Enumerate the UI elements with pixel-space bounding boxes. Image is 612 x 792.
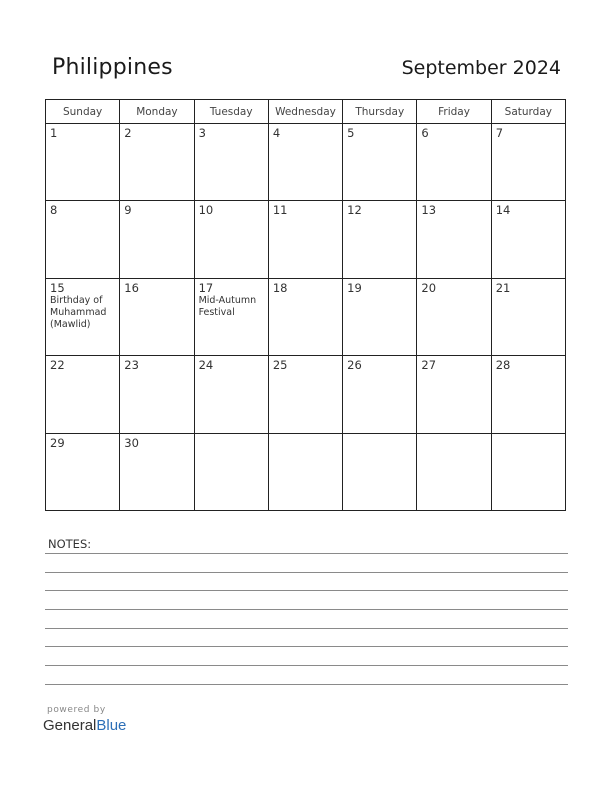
day-cell [417, 278, 491, 355]
day-cell [46, 124, 120, 201]
day-cell [120, 278, 194, 355]
weekday-wednesday: Wednesday [268, 100, 342, 124]
day-cell [194, 201, 268, 278]
day-number: 17 [198, 280, 214, 295]
day-number: 24 [198, 358, 214, 373]
day-number: 18 [272, 280, 288, 295]
week-row [46, 433, 566, 510]
day-number: 26 [347, 358, 362, 373]
day-number: 21 [495, 280, 511, 295]
day-cell [268, 124, 342, 201]
day-cell [194, 356, 268, 433]
day-number: 4 [272, 126, 281, 140]
week-row [46, 124, 566, 201]
day-cell [120, 124, 194, 201]
weekday-header-row [46, 100, 566, 124]
day-number: 2 [124, 126, 132, 140]
weekday-friday: Friday [417, 100, 491, 124]
day-number: 25 [272, 358, 288, 373]
day-cell [120, 201, 194, 278]
day-cell [343, 356, 417, 433]
notes-line [45, 628, 568, 629]
day-cell [417, 433, 491, 510]
day-number: 7 [495, 126, 504, 140]
day-number: 23 [124, 358, 139, 373]
notes-line [45, 553, 568, 554]
holiday-label: Mid-Autumn Festival [198, 294, 257, 318]
day-cell [491, 278, 565, 355]
day-cell [268, 201, 342, 278]
notes-line [45, 684, 568, 685]
day-cell [46, 278, 120, 355]
country-title: Philippines [52, 55, 173, 80]
holiday-label: Birthday of Muhammad (Mawlid) [50, 294, 107, 330]
day-number: 28 [495, 358, 511, 373]
day-cell [491, 433, 565, 510]
notes-line [45, 572, 568, 573]
weekday-tuesday: Tuesday [194, 100, 268, 124]
day-cell [491, 356, 565, 433]
weekday-saturday: Saturday [491, 100, 565, 124]
day-number: 30 [124, 435, 139, 450]
day-number: 10 [198, 203, 214, 218]
day-cell [268, 278, 342, 355]
day-cell [194, 278, 268, 355]
day-cell [46, 356, 120, 433]
day-number: 3 [198, 126, 206, 140]
day-cell [417, 356, 491, 433]
day-cell [343, 433, 417, 510]
day-cell [268, 356, 342, 433]
week-row [46, 201, 566, 278]
notes-label: NOTES: [48, 537, 92, 551]
day-number: 22 [50, 358, 65, 373]
day-cell [343, 201, 417, 278]
week-row [46, 278, 566, 355]
day-number: 29 [50, 435, 65, 450]
day-number: 13 [421, 203, 437, 218]
powered-by-text: powered by [47, 705, 106, 715]
logo-blue: Blue [96, 717, 127, 734]
calendar-grid [45, 99, 566, 511]
day-cell [491, 124, 565, 201]
day-number: 20 [421, 280, 437, 295]
day-number: 11 [272, 203, 288, 218]
weekday-monday: Monday [120, 100, 194, 124]
day-cell [194, 124, 268, 201]
day-cell [120, 433, 194, 510]
day-number: 6 [421, 126, 429, 140]
day-cell [417, 201, 491, 278]
month-title: September 2024 [401, 57, 561, 79]
day-cell [343, 124, 417, 201]
logo-general: General [43, 717, 97, 734]
day-cell [491, 201, 565, 278]
notes-line [45, 609, 568, 610]
day-number: 14 [495, 203, 511, 218]
day-number: 19 [347, 280, 362, 295]
notes-line [45, 665, 568, 666]
day-cell [343, 278, 417, 355]
day-number: 5 [347, 126, 355, 140]
day-cell [268, 433, 342, 510]
day-cell [46, 433, 120, 510]
notes-line [45, 646, 568, 647]
weekday-sunday: Sunday [46, 100, 120, 124]
day-number: 8 [50, 203, 58, 218]
week-row [46, 356, 566, 433]
day-cell [46, 201, 120, 278]
day-cell [417, 124, 491, 201]
day-number: 1 [50, 126, 58, 140]
notes-line [45, 590, 568, 591]
day-cell [194, 433, 268, 510]
day-number: 9 [124, 203, 132, 218]
day-number: 27 [421, 358, 437, 373]
day-cell [120, 356, 194, 433]
day-number: 16 [124, 280, 139, 295]
weekday-thursday: Thursday [343, 100, 417, 124]
generalblue-logo[interactable] [43, 717, 126, 734]
day-number: 15 [50, 280, 65, 295]
day-number: 12 [347, 203, 362, 218]
